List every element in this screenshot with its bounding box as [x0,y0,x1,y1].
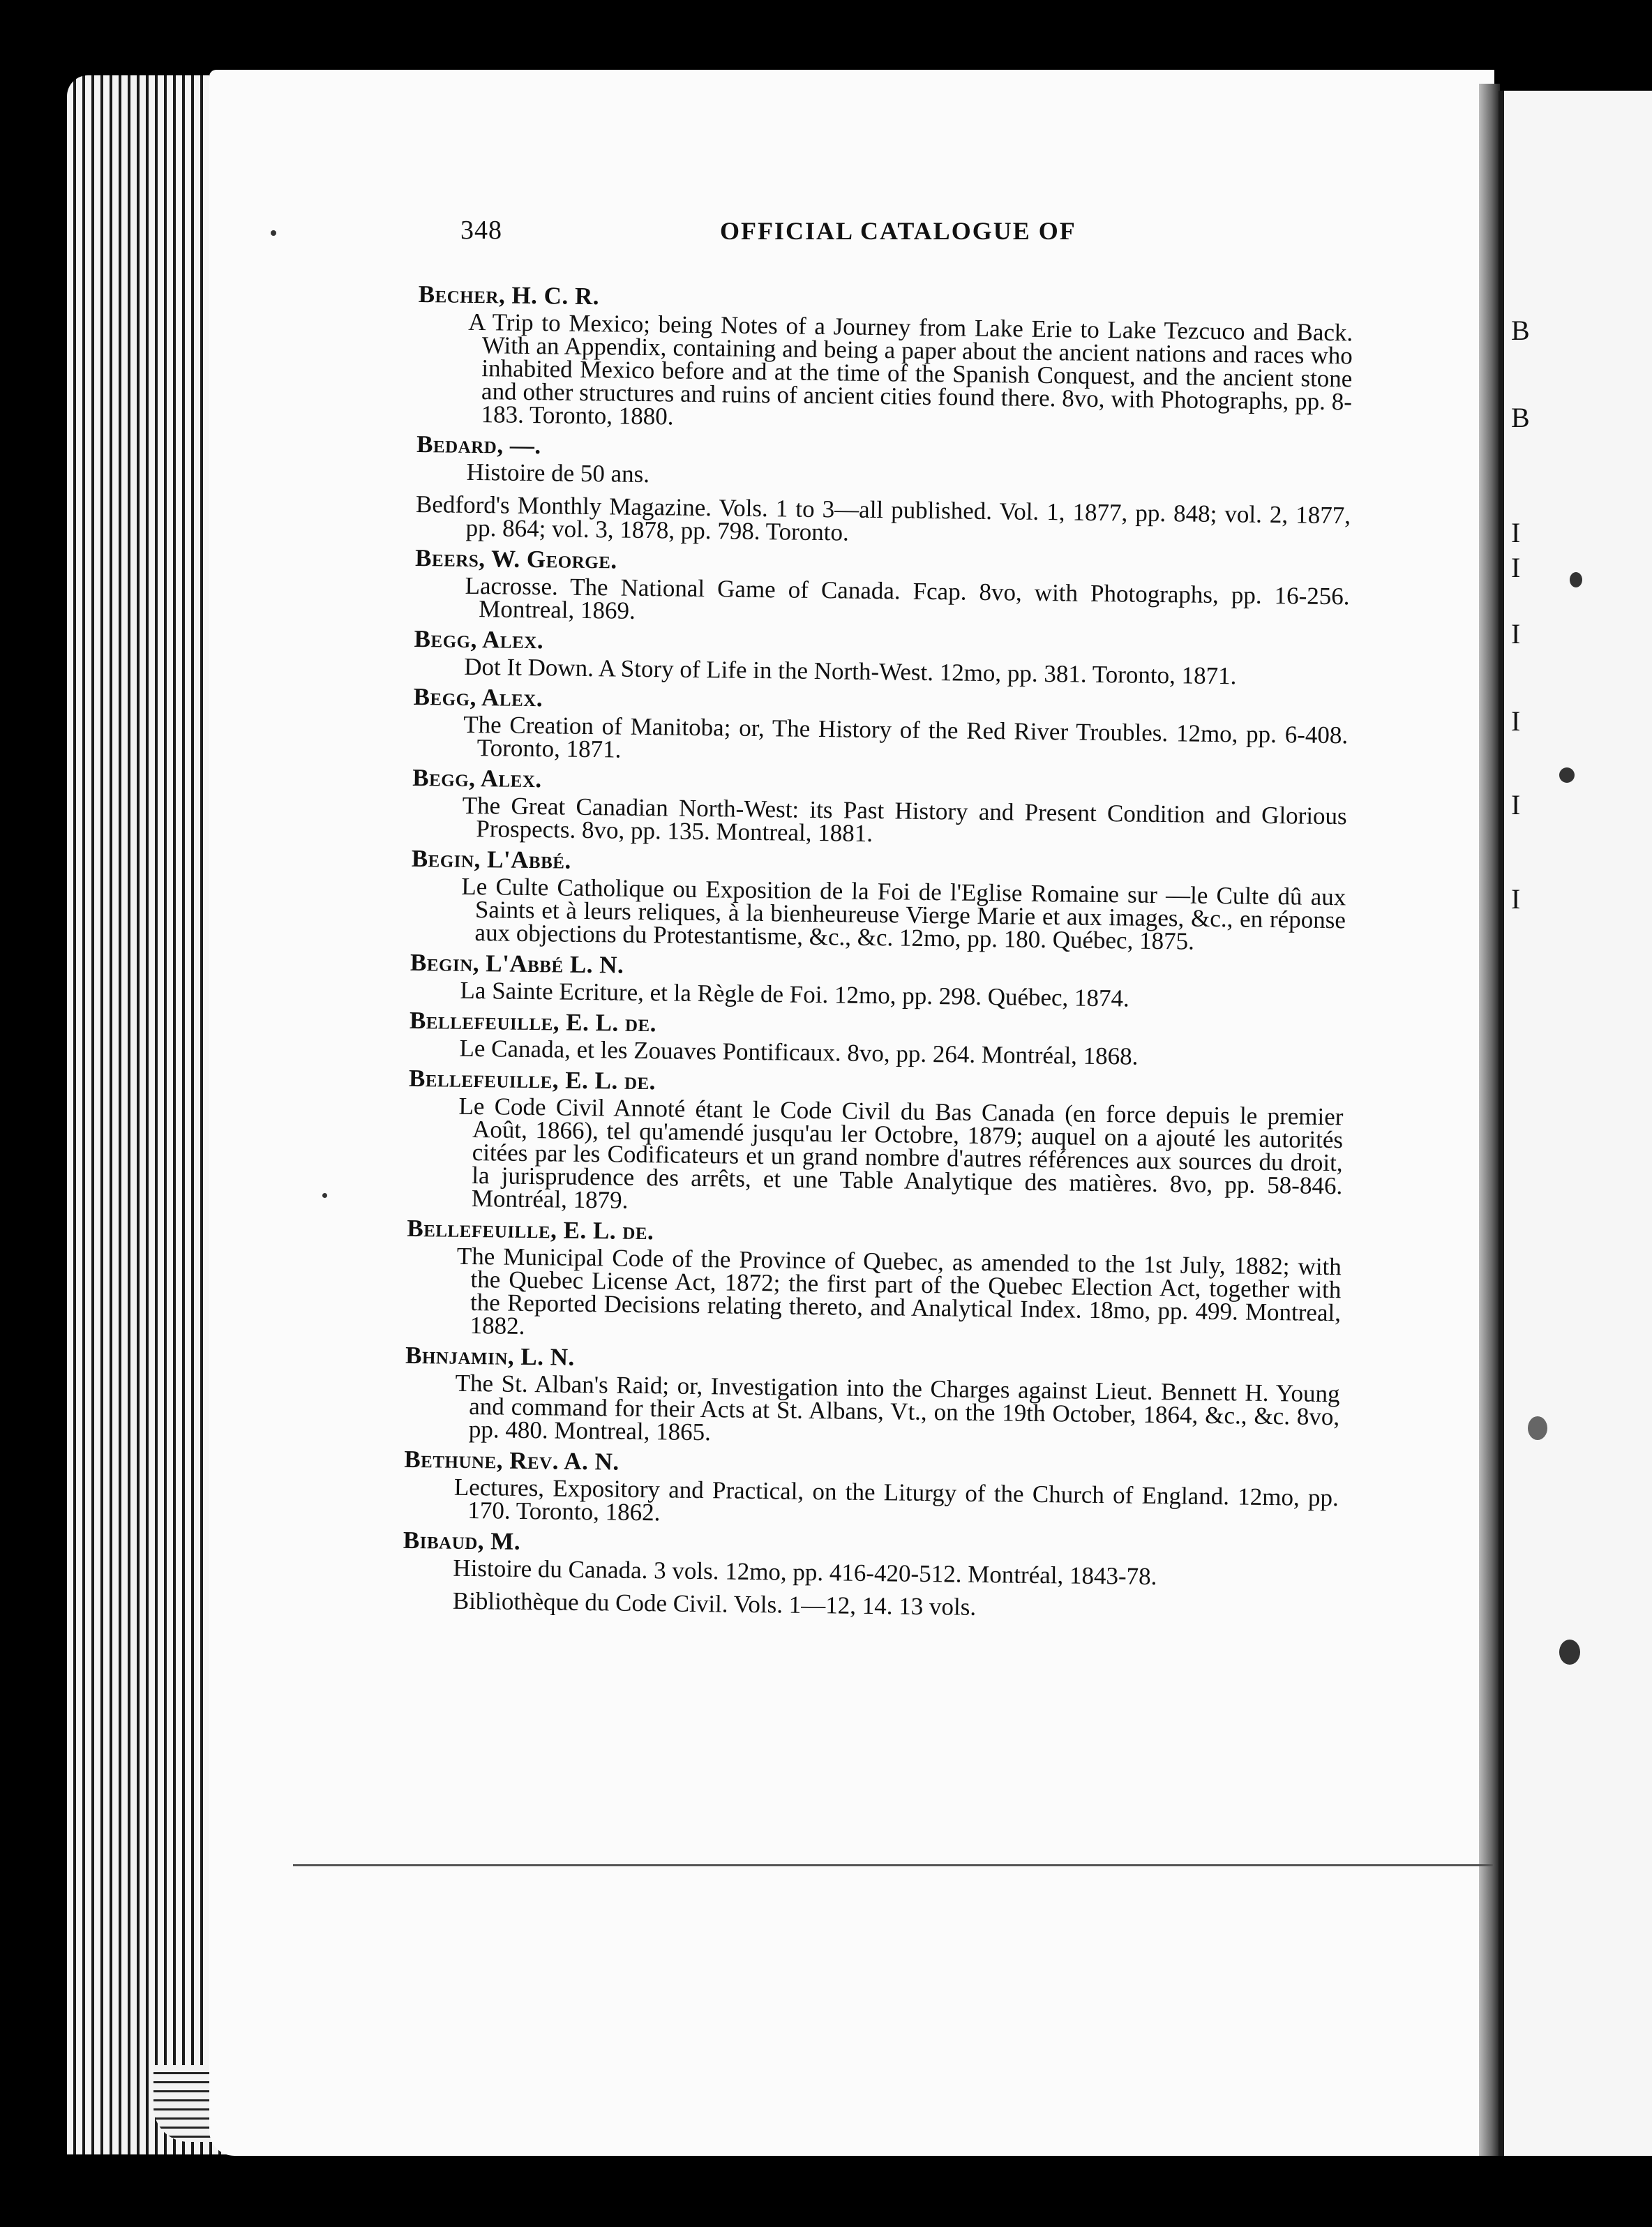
page-title: OFFICIAL CATALOGUE OF [720,217,1076,245]
catalogue-entry [415,490,1351,550]
book-leaf-edges [67,75,227,2154]
facing-page-letter: I [1511,883,1521,915]
catalogue-entry [412,763,1347,850]
entry-work: The St. Alban's Raid; or, Investigation into the Charges against Lieut. Bennett H. Young and command for their Acts at St. Albans, Vt., on the 19th October, 1864, &c., &c. 8vo, pp. 480. Montreal, 1865. [455,1369,1340,1446]
entry-author: Bellefeuille, E. L. de. [407,1214,654,1245]
catalogue-entry [403,1444,1339,1532]
facing-page-letter: I [1511,618,1521,650]
ink-speck [1559,767,1575,783]
page-number: 348 [460,216,502,245]
entry-author: Begg, Alex. [412,763,542,793]
catalogue-entry [416,429,1351,494]
facing-page-letter: B [1511,315,1530,346]
entry-work: Lectures, Expository and Practical, on the Liturgy of the Church of England. 12mo, pp. 170. Toronto, 1862. [453,1473,1339,1527]
catalogue-entry [405,1340,1341,1451]
book-gutter [1479,84,1500,2156]
entry-work: Dot It Down. A Story of Life in the North-West. 12mo, pp. 381. Toronto, 1871. [463,652,1237,690]
entry-author: Begin, L'Abbé L. N. [410,948,624,979]
entry-author: Bethune, Rev. A. N. [404,1445,620,1476]
facing-page-letter: I [1511,789,1521,820]
running-head [460,209,1360,251]
catalogue-entry [409,1005,1344,1070]
entry-work: A Trip to Mexico; being Notes of a Journey from Lake Erie to Lake Tezcuco and Back. With an Appendix, containing and being a paper about the ancient nations and races who inhabited Mexico before and at the time of the Spanish Conquest, and the ancient stone and other structures and ruins of ancient cities found there. 8vo, with Photographs, pp. 8-183. Toronto, 1880. [468,308,1353,430]
entry-author: Bibaud, M. [403,1526,521,1555]
entry-work: La Sainte Ecriture, et la Règle de Foi. 12mo, pp. 298. Québec, 1874. [460,976,1130,1012]
catalogue-entry [414,543,1350,631]
entry-work: The Creation of Manitoba; or, The History of the Red River Troubles. 12mo, pp. 6-408. Toronto, 1871. [463,710,1349,763]
entry-work: Histoire de 50 ans. [466,458,650,488]
entry-author: Becher, H. C. R. [418,280,600,310]
entry-author: Begg, Alex. [413,682,543,712]
entry-work: Lacrosse. The National Game of Canada. Fcap. 8vo, with Photographs, pp. 16-256. Montreal, 1869. [465,571,1350,624]
entry-work: Le Canada, et les Zouaves Pontificaux. 8vo, pp. 264. Montréal, 1868. [459,1034,1139,1070]
entry-work: Bibliothèque du Code Civil. Vols. 1—12, 14. 13 vols. [452,1587,977,1621]
ink-speck [1559,1640,1580,1665]
entry-author: Bhnjamin, L. N. [405,1341,576,1371]
ink-speck [322,1193,327,1198]
catalogue-entry [413,682,1349,770]
facing-page-letter: B [1511,402,1530,433]
catalogue-entries [403,279,1353,1627]
entry-author: Begg, Alex. [414,624,544,654]
strikethrough-line [293,1864,1493,1866]
catalogue-entry [405,1213,1342,1347]
entry-work: Le Code Civil Annoté étant le Code Civil du Bas Canada (en force depuis le premier Août, 1866), tel qu'amendé jusqu'au ler Octobre, 1879; auquel on a ajouté les autorités citées par les Codificateurs et un grand nombre d'autres références aux sources du droit, la jurisprudence des arrêts, et une Table Analytique des matières. 8vo, pp. 58-846. Montréal, 1879. [458,1092,1344,1214]
entry-author: Bellefeuille, E. L. de. [409,1006,657,1037]
entry-work: Bedford's Monthly Magazine. Vols. 1 to 3—all published. Vol. 1, 1877, pp. 848; vol. 2, 1877, pp. 864; vol. 3, 1878, pp. 798. Toronto. [415,490,1351,546]
catalogue-entry [410,843,1346,954]
entry-author: Beers, W. George. [414,543,617,574]
ink-speck [1528,1416,1547,1440]
facing-page-letter: I [1511,705,1521,737]
entry-author: Begin, L'Abbé. [411,844,571,874]
catalogue-entry [416,279,1353,436]
entry-work: The Municipal Code of the Province of Quebec, as amended to the 1st July, 1882; with the Quebec License Act, 1872; the first part of the Quebec Election Act, together with the Reported Decisions relating thereto, and Analytical Index. 18mo, pp. 499. Montreal, 1882. [456,1242,1342,1340]
ink-speck [1570,572,1582,587]
facing-page-letter: I [1511,517,1521,548]
entry-work: Histoire du Canada. 3 vols. 12mo, pp. 416-420-512. Montréal, 1843-78. [453,1554,1157,1591]
catalogue-entry [414,624,1349,689]
entry-author: Bedard, —. [416,430,541,460]
entry-work: The Great Canadian North-West: its Past History and Present Condition and Glorious Prospects. 8vo, pp. 135. Montreal, 1881. [462,791,1347,848]
catalogue-entry [407,1063,1344,1220]
facing-page [1499,91,1652,2156]
catalogue-entry [403,1525,1338,1623]
entry-author: Bellefeuille, E. L. de. [408,1064,656,1095]
facing-page-letter: I [1511,552,1521,583]
entry-work: Le Culte Catholique ou Exposition de la Foi de l'Eglise Romaine sur —le Culte dû aux Saints et à leurs reliques, à la bienheureuse Vierge Marie et aux images, &c., en réponse aux objections du Protestantisme, &c., &c. 12mo, pp. 180. Québec, 1875. [461,872,1346,955]
ink-speck [271,230,276,236]
catalogue-entry [410,947,1345,1012]
